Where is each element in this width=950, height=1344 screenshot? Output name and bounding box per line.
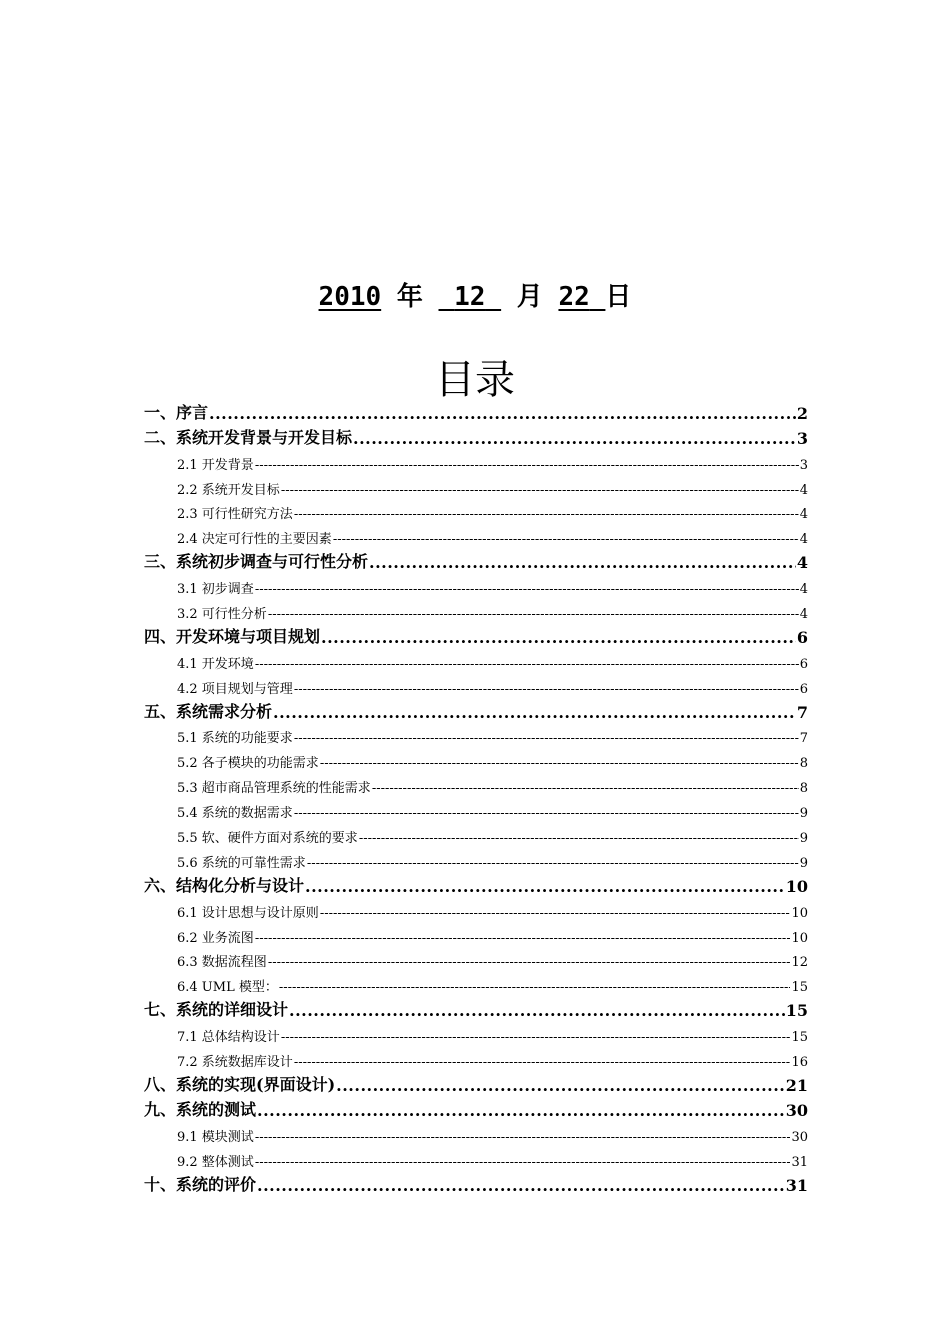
toc-section-entry[interactable]: [144, 448, 808, 473]
toc-section-entry[interactable]: [144, 1045, 808, 1070]
toc-chapter-entry[interactable]: [144, 1070, 808, 1095]
toc-entry-label: 5.4 系统的数据需求: [177, 806, 293, 822]
toc-entry-label: 4.1 开发环境: [177, 656, 254, 672]
toc-entry-label: 6.3 数据流程图: [177, 955, 267, 971]
date-day: 22: [558, 282, 590, 312]
date-day-unit: 日: [605, 282, 632, 312]
toc-leader: [307, 856, 799, 871]
toc-entry-page: 4: [799, 532, 808, 548]
toc-entry-page: 30: [785, 1100, 808, 1120]
toc-leader: [353, 429, 796, 448]
toc-leader: [257, 1176, 785, 1195]
toc-entry-page: 7: [799, 731, 808, 747]
toc-section-entry[interactable]: [144, 970, 808, 995]
toc-chapter-entry[interactable]: [144, 622, 808, 647]
toc-entry-label: 2.3 可行性研究方法: [177, 507, 293, 523]
toc-section-entry[interactable]: [144, 896, 808, 921]
toc-entry-page: 7: [796, 702, 808, 722]
toc-entry-page: 10: [791, 930, 808, 946]
toc-leader: [294, 806, 799, 821]
toc-entry-label: 5.2 各子模块的功能需求: [177, 756, 319, 772]
toc-entry-label: 9.1 模块测试: [177, 1129, 254, 1145]
toc-entry-label: 9.2 整体测试: [177, 1154, 254, 1170]
toc-leader: [336, 1076, 785, 1095]
toc-section-entry[interactable]: [144, 522, 808, 547]
toc-title: 目录: [435, 357, 515, 403]
toc-section-entry[interactable]: [144, 771, 808, 796]
toc-chapter-entry[interactable]: [144, 423, 808, 448]
toc-chapter-entry[interactable]: [144, 697, 808, 722]
date-month-unit: 月: [516, 282, 543, 312]
toc-section-entry[interactable]: [144, 746, 808, 771]
toc-chapter-entry[interactable]: [144, 1095, 808, 1120]
toc-leader: [255, 458, 799, 473]
toc-entry-page: 30: [791, 1129, 808, 1145]
toc-section-entry[interactable]: [144, 572, 808, 597]
toc-leader: [255, 582, 799, 597]
toc-entry-page: 8: [799, 756, 808, 772]
toc-entry-page: 9: [799, 806, 808, 822]
toc-leader: [255, 1155, 791, 1170]
toc-entry-page: 4: [799, 507, 808, 523]
toc-entry-page: 12: [791, 955, 808, 971]
toc-leader: [281, 1030, 791, 1045]
toc-leader: [294, 1055, 791, 1070]
toc-entry-page: 15: [791, 1030, 808, 1046]
toc-chapter-entry[interactable]: [144, 871, 808, 896]
toc-entry-label: 五、系统需求分析: [144, 701, 273, 721]
toc-entry-label: 七、系统的详细设计: [144, 1000, 289, 1020]
toc-entry-page: 6: [799, 681, 808, 697]
toc-section-entry[interactable]: [144, 846, 808, 871]
toc-leader: [255, 1130, 791, 1145]
toc-entry-page: 21: [785, 1075, 808, 1095]
toc-entry-label: 3.1 初步调查: [177, 582, 254, 598]
toc-chapter-entry[interactable]: [144, 398, 808, 423]
toc-section-entry[interactable]: [144, 921, 808, 946]
table-of-contents: [144, 398, 808, 1195]
toc-leader: [320, 756, 799, 771]
toc-leader: [369, 553, 796, 572]
toc-entry-page: 10: [791, 905, 808, 921]
toc-entry-page: 31: [791, 1154, 808, 1170]
toc-entry-label: 四、开发环境与项目规划: [144, 626, 321, 646]
toc-entry-page: 16: [791, 1055, 808, 1071]
toc-section-entry[interactable]: [144, 1020, 808, 1045]
toc-leader: [268, 607, 799, 622]
toc-section-entry[interactable]: [144, 1145, 808, 1170]
toc-entry-label: 三、系统初步调查与可行性分析: [144, 552, 369, 572]
toc-section-entry[interactable]: [144, 498, 808, 523]
toc-leader: [359, 831, 799, 846]
toc-entry-label: 二、系统开发背景与开发目标: [144, 427, 353, 447]
toc-entry-page: 4: [796, 553, 808, 573]
toc-entry-label: 九、系统的测试: [144, 1099, 257, 1119]
toc-entry-page: 2: [796, 403, 808, 423]
toc-section-entry[interactable]: [144, 597, 808, 622]
date-year-unit: 年: [396, 282, 423, 312]
toc-leader: [294, 682, 799, 697]
toc-leader: [281, 483, 799, 498]
toc-leader: [255, 931, 791, 946]
toc-section-entry[interactable]: [144, 672, 808, 697]
toc-leader: [255, 657, 799, 672]
toc-chapter-entry[interactable]: [144, 1170, 808, 1195]
toc-entry-label: 一、序言: [144, 402, 209, 422]
toc-leader: [273, 703, 796, 722]
toc-entry-page: 9: [799, 831, 808, 847]
toc-entry-page: 4: [799, 582, 808, 598]
toc-entry-page: 10: [785, 876, 808, 896]
toc-entry-label: 7.1 总体结构设计: [177, 1030, 280, 1046]
toc-entry-label: 6.1 设计思想与设计原则: [177, 905, 319, 921]
toc-leader: [279, 980, 791, 995]
toc-chapter-entry[interactable]: [144, 995, 808, 1020]
toc-entry-label: 5.1 系统的功能要求: [177, 731, 293, 747]
toc-leader: [305, 877, 785, 896]
toc-leader: [320, 906, 791, 921]
toc-entry-label: 5.3 超市商品管理系统的性能需求: [177, 781, 371, 797]
toc-section-entry[interactable]: [144, 473, 808, 498]
toc-entry-label: 2.1 开发背景: [177, 457, 254, 473]
toc-entry-label: 5.6 系统的可靠性需求: [177, 855, 306, 871]
toc-entry-label: 八、系统的实现(界面设计): [144, 1074, 336, 1094]
toc-leader: [257, 1101, 785, 1120]
toc-entry-label: 十、系统的评价: [144, 1174, 257, 1194]
toc-entry-page: 6: [799, 656, 808, 672]
toc-section-entry[interactable]: [144, 722, 808, 747]
toc-entry-label: 7.2 系统数据库设计: [177, 1055, 293, 1071]
date-year: 2010: [318, 282, 382, 312]
toc-entry-label: 6.4 UML 模型：: [177, 980, 278, 996]
toc-entry-page: 3: [799, 457, 808, 473]
toc-chapter-entry[interactable]: [144, 547, 808, 572]
toc-leader: [294, 731, 799, 746]
toc-entry-label: 5.5 软、硬件方面对系统的要求: [177, 831, 358, 847]
toc-leader: [333, 532, 799, 547]
toc-section-entry[interactable]: [144, 647, 808, 672]
toc-entry-page: 9: [799, 855, 808, 871]
toc-entry-page: 4: [799, 482, 808, 498]
toc-entry-page: 4: [799, 607, 808, 623]
toc-entry-page: 15: [785, 1001, 808, 1021]
toc-entry-label: 2.4 决定可行性的主要因素: [177, 532, 332, 548]
toc-section-entry[interactable]: [144, 821, 808, 846]
toc-entry-page: 3: [796, 428, 808, 448]
date-month: 12: [454, 282, 486, 312]
toc-leader: [294, 507, 799, 522]
toc-entry-label: 3.2 可行性分析: [177, 607, 267, 623]
toc-leader: [372, 781, 799, 796]
toc-entry-page: 15: [791, 980, 808, 996]
toc-leader: [321, 628, 796, 647]
toc-entry-page: 6: [796, 627, 808, 647]
toc-section-entry[interactable]: [144, 1120, 808, 1145]
toc-leader: [209, 404, 796, 423]
toc-entry-label: 6.2 业务流图: [177, 930, 254, 946]
toc-leader: [268, 955, 791, 970]
toc-leader: [289, 1001, 785, 1020]
toc-section-entry[interactable]: [144, 946, 808, 971]
toc-section-entry[interactable]: [144, 796, 808, 821]
report-date: [0, 276, 950, 313]
toc-entry-label: 2.2 系统开发目标: [177, 482, 280, 498]
toc-entry-page: 8: [799, 781, 808, 797]
toc-entry-label: 4.2 项目规划与管理: [177, 681, 293, 697]
toc-entry-label: 六、结构化分析与设计: [144, 875, 305, 895]
toc-entry-page: 31: [785, 1175, 808, 1195]
